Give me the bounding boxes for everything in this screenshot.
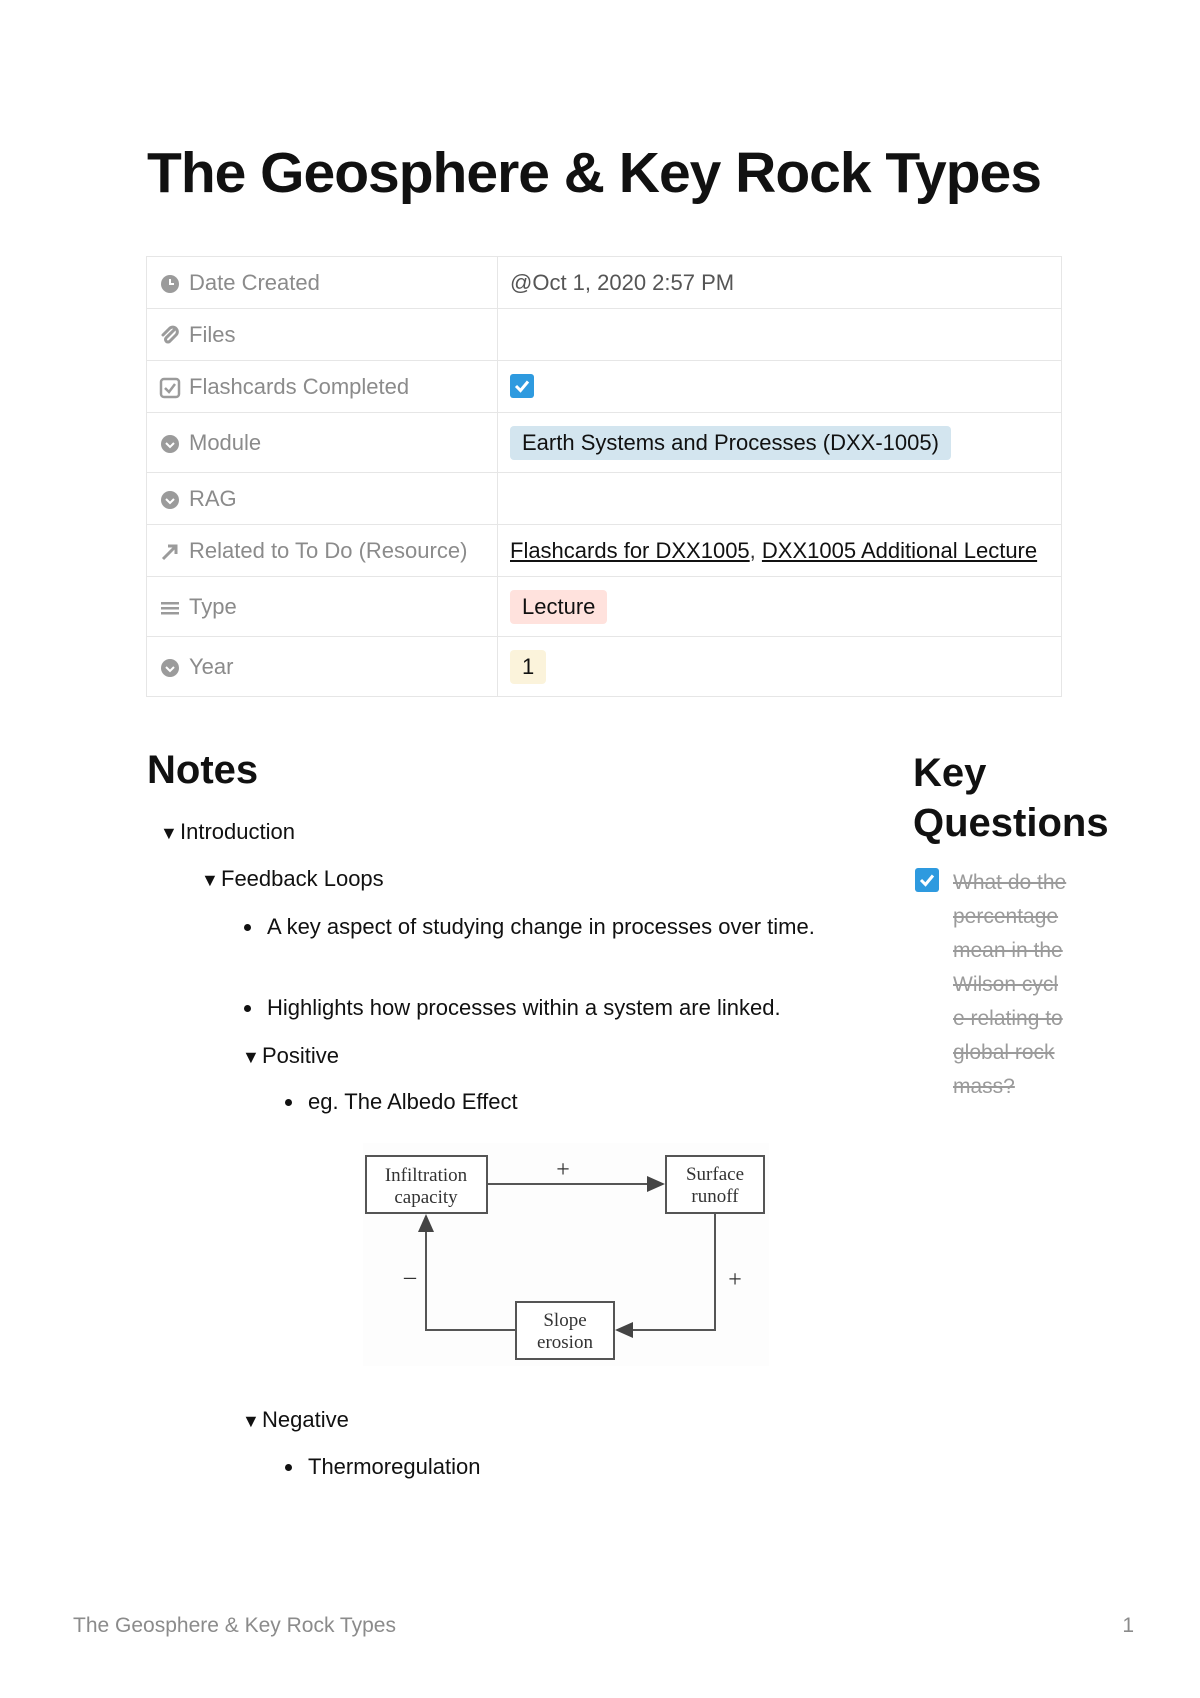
property-row-type (147, 577, 1062, 637)
feedback-loop-diagram (363, 1143, 769, 1366)
bullet-dot (244, 924, 251, 931)
year-chip[interactable]: 1 (510, 650, 546, 684)
toggle-feedback-loops[interactable] (201, 864, 384, 895)
diagram-sign: – (404, 1264, 416, 1290)
property-row-rag (147, 473, 1062, 525)
list-item: Thermoregulation (308, 1450, 480, 1484)
property-row-date-created (147, 257, 1062, 309)
bullet-dot (285, 1099, 292, 1106)
toggle-label: Negative (262, 1407, 349, 1432)
toggle-introduction[interactable] (160, 817, 295, 848)
relation-arrow-icon (159, 541, 181, 563)
diagram-label: Infiltration (384, 1165, 468, 1186)
checkbox-icon (159, 377, 181, 399)
rag-value[interactable] (498, 473, 1062, 525)
toggle-label: Introduction (180, 819, 295, 844)
diagram-label: Surface (685, 1164, 745, 1185)
properties-table (146, 256, 1062, 697)
property-name[interactable]: Date Created (189, 270, 320, 295)
bullet-dot (285, 1464, 292, 1471)
toggle-positive[interactable] (242, 1041, 339, 1072)
footer-title: The Geosphere & Key Rock Types (73, 1614, 396, 1637)
property-row-files (147, 309, 1062, 361)
property-row-related-to-do (147, 525, 1062, 577)
notes-heading: Notes (147, 748, 259, 792)
diagram-box-surface-runoff (666, 1156, 764, 1213)
diagram-label: Slope (543, 1310, 587, 1331)
property-name[interactable]: Flashcards Completed (189, 374, 410, 399)
diagram-label: runoff (691, 1186, 739, 1207)
module-chip[interactable]: Earth Systems and Processes (DXX-1005) (510, 426, 951, 460)
diagram-label: erosion (537, 1332, 593, 1353)
clock-icon (159, 273, 181, 295)
property-row-module (147, 413, 1062, 473)
files-value[interactable] (498, 309, 1062, 361)
triangle-down-icon[interactable]: ▼ (242, 1411, 260, 1431)
diagram-sign: + (728, 1267, 742, 1293)
diagram-arrow (426, 1216, 516, 1330)
diagram-sign: + (556, 1157, 570, 1183)
triangle-down-icon[interactable]: ▼ (201, 870, 219, 890)
date-created-value[interactable]: @Oct 1, 2020 2:57 PM (510, 270, 735, 295)
diagram-arrow (617, 1213, 715, 1330)
select-icon (159, 433, 181, 455)
related-link-additional-lecture[interactable]: DXX1005 Additional Lecture (761, 538, 1038, 563)
related-link-flashcards[interactable]: Flashcards for DXX1005 (510, 538, 750, 563)
property-name[interactable]: Year (189, 654, 234, 679)
toggle-label: Feedback Loops (221, 866, 384, 891)
select-icon (159, 489, 181, 511)
property-row-flashcards-completed (147, 361, 1062, 413)
list-icon (159, 597, 181, 619)
key-questions-heading: Key Questions (913, 751, 1109, 845)
paperclip-icon (159, 325, 181, 347)
property-name[interactable]: Type (189, 594, 237, 619)
flashcards-completed-checkbox[interactable] (510, 374, 534, 398)
list-item: A key aspect of studying change in processes over time. (267, 910, 842, 944)
bullet-dot (244, 1005, 251, 1012)
property-row-year (147, 637, 1062, 697)
property-name[interactable]: Module (189, 430, 262, 455)
diagram-box-slope-erosion (516, 1302, 614, 1359)
toggle-negative[interactable] (242, 1405, 349, 1436)
toggle-label: Positive (262, 1043, 340, 1068)
related-separator: , (749, 538, 756, 563)
property-name[interactable]: Related to To Do (Resource) (189, 538, 468, 563)
page-title: The Geosphere & Key Rock Types (147, 141, 1041, 205)
type-chip[interactable]: Lecture (510, 590, 607, 624)
key-question-checkbox[interactable] (915, 868, 939, 892)
key-question-text[interactable]: What do the percentage mean in the Wilson cycle relating to global rock mass? (953, 871, 1067, 1098)
diagram-label: capacity (394, 1187, 458, 1208)
property-name[interactable]: RAG (189, 486, 237, 511)
select-icon (159, 657, 181, 679)
page-number: 1 (1122, 1614, 1134, 1637)
list-item: eg. The Albedo Effect (308, 1085, 518, 1119)
triangle-down-icon[interactable]: ▼ (242, 1047, 260, 1067)
property-name[interactable]: Files (189, 322, 236, 347)
list-item: Highlights how processes within a system are linked. (267, 991, 867, 1025)
triangle-down-icon[interactable]: ▼ (160, 823, 178, 843)
diagram-box-infiltration (366, 1156, 487, 1213)
